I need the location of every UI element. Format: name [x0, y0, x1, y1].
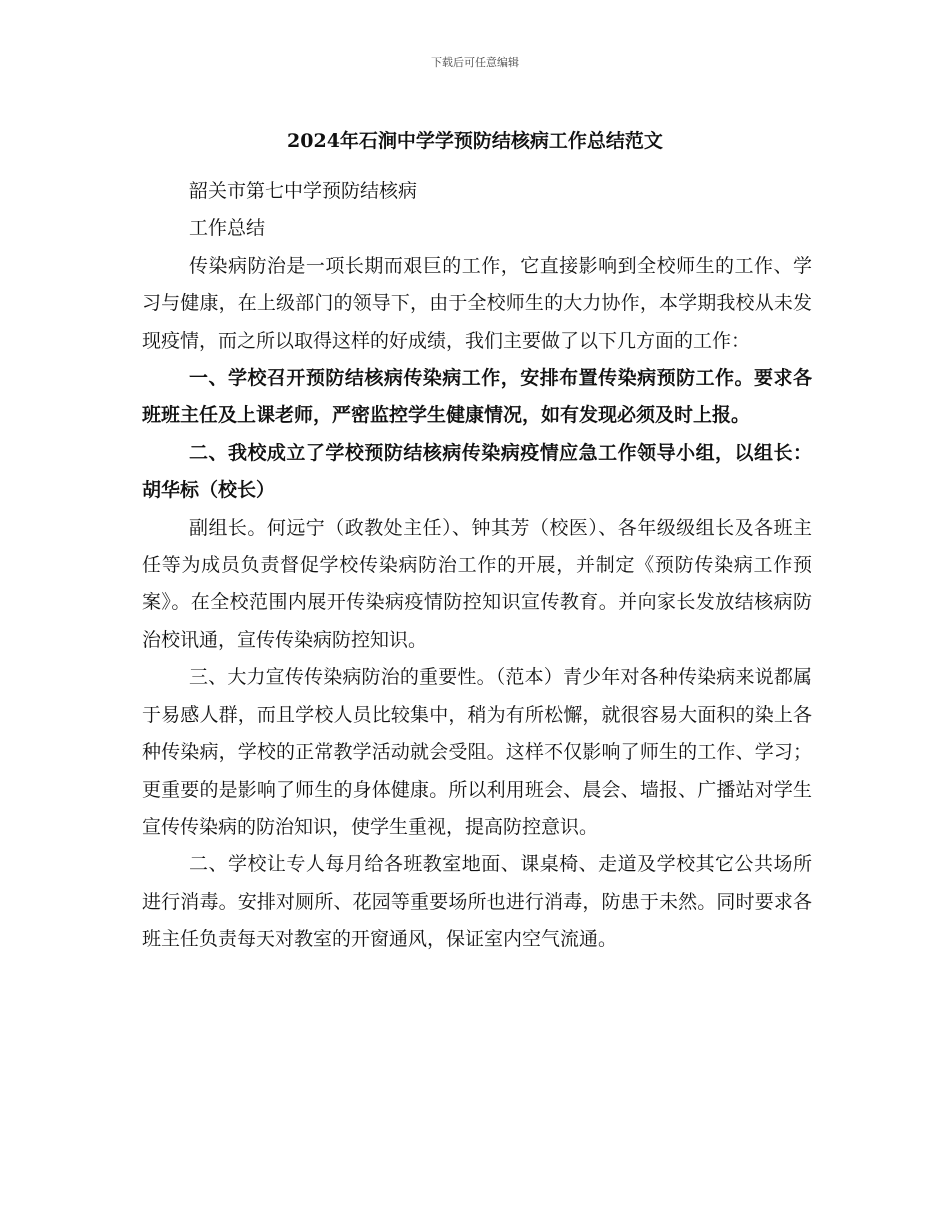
paragraph-item-1: 一、学校召开预防结核病传染病工作，安排布置传染病预防工作。要求各班班主任及上课老师，严密监控学生健康情况，如有发现必须及时上报。: [142, 367, 812, 427]
paragraph-item-2: 二、我校成立了学校预防结核病传染病疫情应急工作领导小组，以组长：胡华标（校长）: [142, 441, 812, 502]
paragraph-intro: 传染病防治是一项长期而艰巨的工作，它直接影响到全校师生的工作、学习与健康，在上级部门的领导下，由于全校师生的大力协作，本学期我校从未发现疫情，而之所以取得这样的好成绩，我们主要做了以下几方面的工作：: [142, 254, 812, 352]
paragraph-deputy: 副组长。何远宁（政教处主任）、钟其芳（校医）、各年级级组长及各班主任等为成员负责督促学校传染病防治工作的开展，并制定《预防传染病工作预案》。在全校范围内展开传染病疫情防控知识宣传教育。并向家长发放结核病防治校讯通，宣传传染病防控知识。: [142, 516, 812, 651]
page-header-note: 下载后可任意编辑: [431, 56, 519, 69]
document-body: [142, 173, 812, 959]
subtitle-summary: 工作总结: [189, 217, 266, 240]
subtitle-school: 韶关市第七中学预防结核病: [189, 180, 418, 202]
paragraph-item-3: 三、大力宣传传染病防治的重要性。（范本）青少年对各种传染病来说都属于易感人群，而且学校人员比较集中，稍为有所松懈，就很容易大面积的染上各种传染病，学校的正常教学活动就会受阻。这样不仅影响了师生的工作、学习；更重要的是影响了师生的身体健康。所以利用班会、晨会、墙报、广播站对学生宣传传染病的防治知识，使学生重视，提高防控意识。: [142, 666, 812, 838]
paragraph-item-4: 二、学校让专人每月给各班教室地面、课桌椅、走道及学校其它公共场所进行消毒。安排对厕所、花园等重要场所也进行消毒，防患于未然。同时要求各班主任负责每天对教室的开窗通风，保证室内空气流通。: [142, 853, 812, 951]
document-title: 2024年石涧中学学预防结核病工作总结范文: [287, 130, 663, 152]
